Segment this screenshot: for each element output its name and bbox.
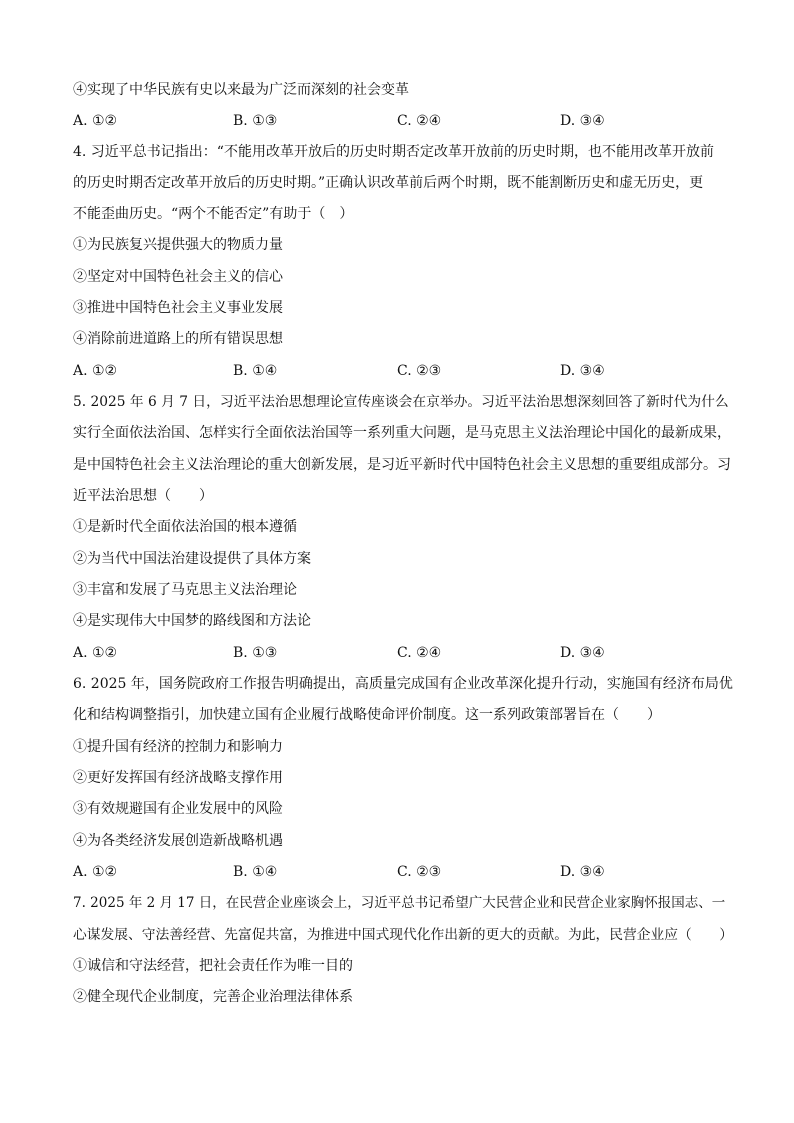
option-d: D. ③④ [560, 645, 605, 661]
question-6-text: 6. 2025 年，国务院政府工作报告明确提出，高质量完成国有企业改革深化提升行动，实施国有经济布局优 [73, 676, 733, 692]
statement-2: ②坚定对中国特色社会主义的信心 [73, 269, 283, 285]
statement-1: ①提升国有经济的控制力和影响力 [73, 739, 283, 755]
option-a: A. ①② [73, 363, 118, 379]
option-a: A. ①② [73, 645, 118, 661]
statement-1: ①为民族复兴提供强大的物质力量 [73, 237, 283, 253]
statement-4: ④为各类经济发展创造新战略机遇 [73, 833, 283, 849]
option-b: B. ①④ [233, 864, 278, 880]
statement-3: ③有效规避国有企业发展中的风险 [73, 801, 283, 817]
statement-2: ②为当代中国法治建设提供了具体方案 [73, 551, 311, 567]
answer-options [73, 862, 733, 882]
option-c: C. ②③ [397, 864, 442, 880]
text-line: 心谋发展、守法善经营、先富促共富，为推进中国式现代化作出新的更大的贡献。为此，民营企业应（ ） [73, 927, 734, 943]
option-c: C. ②④ [397, 113, 442, 129]
answer-options [73, 111, 733, 131]
statement-1: ①诚信和守法经营，把社会责任作为唯一目的 [73, 958, 353, 974]
text-line: 不能歪曲历史。“两个不能否定”有助于（ ） [73, 206, 354, 222]
option-d: D. ③④ [560, 363, 605, 379]
text-line: 是中国特色社会主义法治理论的重大创新发展，是习近平新时代中国特色社会主义思想的重要组成部分。习 [73, 457, 731, 473]
text-line: ④实现了中华民族有史以来最为广泛而深刻的社会变革 [73, 82, 409, 98]
text-line: 的历史时期否定改革开放后的历史时期。”正确认识改革前后两个时期，既不能割断历史和虚无历史，更 [73, 175, 704, 191]
question-5-text: 5. 2025 年 6 月 7 日，习近平法治思想理论宣传座谈会在京举办。习近平法治思想深刻回答了新时代为什么 [73, 394, 729, 410]
question-7-text: 7. 2025 年 2 月 17 日，在民营企业座谈会上，习近平总书记希望广大民营企业和民营企业家胸怀报国志、一 [73, 895, 726, 911]
statement-3: ③丰富和发展了马克思主义法治理论 [73, 582, 297, 598]
option-b: B. ①③ [233, 645, 278, 661]
option-c: C. ②④ [397, 645, 442, 661]
text-line: 近平法治思想（ ） [73, 488, 213, 504]
statement-2: ②更好发挥国有经济战略支撑作用 [73, 770, 283, 786]
option-d: D. ③④ [560, 864, 605, 880]
statement-3: ③推进中国特色社会主义事业发展 [73, 300, 283, 316]
answer-options [73, 361, 733, 381]
statement-4: ④是实现伟大中国梦的路线图和方法论 [73, 613, 311, 629]
answer-options [73, 643, 733, 663]
text-line: 实行全面依法治国、怎样实行全面依法治国等一系列重大问题，是马克思主义法治理论中国化的最新成果， [73, 425, 731, 441]
statement-4: ④消除前进道路上的所有错误思想 [73, 331, 283, 347]
option-a: A. ①② [73, 864, 118, 880]
option-a: A. ①② [73, 113, 118, 129]
statement-2: ②健全现代企业制度，完善企业治理法律体系 [73, 989, 353, 1005]
option-b: B. ①④ [233, 363, 278, 379]
statement-1: ①是新时代全面依法治国的根本遵循 [73, 519, 297, 535]
option-c: C. ②③ [397, 363, 442, 379]
question-4-text: 4. 习近平总书记指出：“不能用改革开放后的历史时期否定改革开放前的历史时期，也不能用改革开放前 [73, 144, 714, 160]
option-d: D. ③④ [560, 113, 605, 129]
text-line: 化和结构调整指引，加快建立国有企业履行战略使命评价制度。这一系列政策部署旨在（ ） [73, 707, 661, 723]
option-b: B. ①③ [233, 113, 278, 129]
